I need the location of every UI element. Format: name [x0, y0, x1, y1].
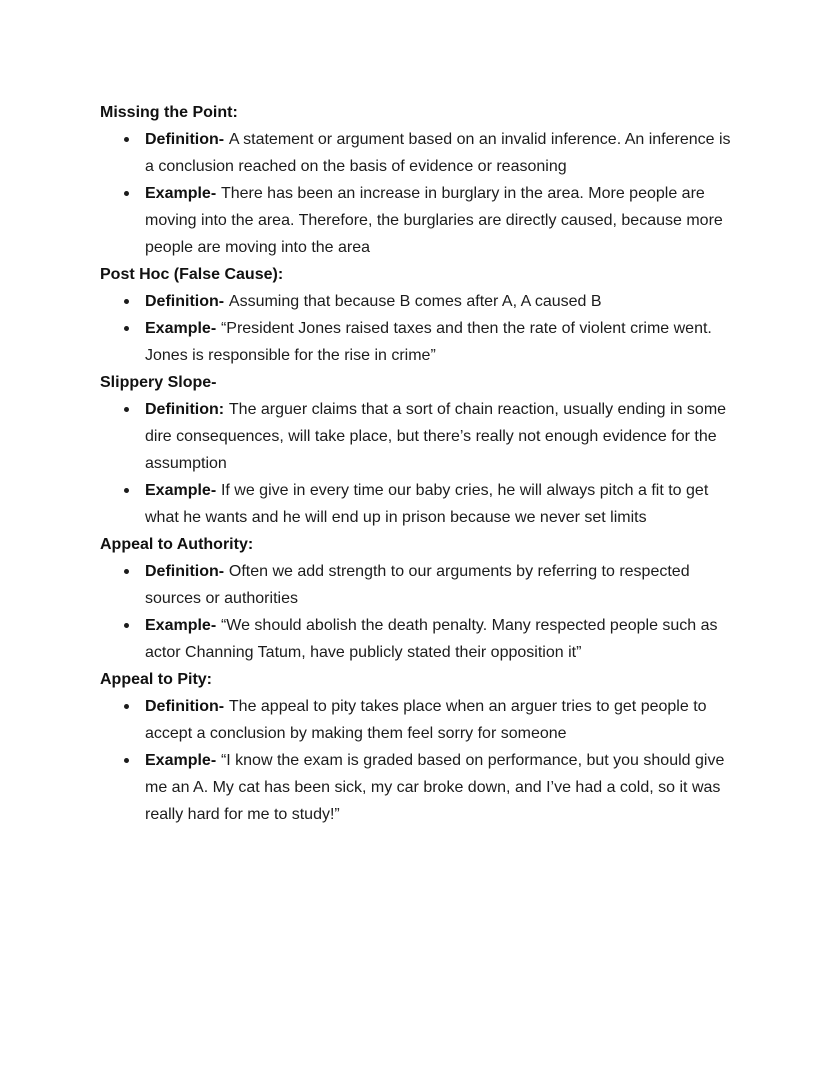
section-slippery-slope: [100, 369, 732, 531]
list-item: [100, 747, 732, 828]
item-text: If we give in every time our baby cries, he will always pitch a fit to get what he wants and he will end up in prison because we never set limits: [145, 482, 709, 526]
list-item: [100, 558, 732, 612]
bullet-icon: [124, 326, 129, 331]
section-heading: Post Hoc (False Cause):: [100, 266, 284, 283]
list-item: [100, 612, 732, 666]
item-text: A statement or argument based on an invalid inference. An inference is a conclusion reached on the basis of evidence or reasoning: [145, 131, 731, 175]
list-item: [100, 693, 732, 747]
section-heading: Slippery Slope-: [100, 374, 217, 391]
section-items: [100, 693, 732, 828]
list-item: [100, 180, 732, 261]
item-text: The arguer claims that a sort of chain reaction, usually ending in some dire consequences, will take place, but there’s really not enough evidence for the assumption: [145, 401, 727, 472]
item-text: “I know the exam is graded based on performance, but you should give me an A. My cat has been sick, my car broke down, and I’ve had a cold, so it was really hard for me to study!”: [145, 752, 725, 823]
list-item: [100, 477, 732, 531]
item-label: Definition:: [145, 401, 225, 418]
bullet-icon: [124, 137, 129, 142]
list-item: [100, 315, 732, 369]
item-text: Often we add strength to our arguments by referring to respected sources or authorities: [145, 563, 690, 607]
bullet-icon: [124, 569, 129, 574]
item-text: The appeal to pity takes place when an arguer tries to get people to accept a conclusion by making them feel sorry for someone: [145, 698, 707, 742]
item-text: Assuming that because B comes after A, A caused B: [228, 293, 602, 310]
item-label: Example-: [145, 617, 217, 634]
section-missing-the-point: [100, 99, 732, 261]
section-heading: Missing the Point:: [100, 104, 238, 121]
bullet-icon: [124, 488, 129, 493]
section-appeal-to-pity: [100, 666, 732, 828]
bullet-icon: [124, 191, 129, 196]
bullet-icon: [124, 704, 129, 709]
section-post-hoc: [100, 261, 732, 369]
bullet-icon: [124, 623, 129, 628]
item-label: Definition-: [145, 563, 225, 580]
list-item: [100, 396, 732, 477]
bullet-icon: [124, 299, 129, 304]
list-item: [100, 288, 732, 315]
section-appeal-to-authority: [100, 531, 732, 666]
item-label: Example-: [145, 752, 217, 769]
item-text: “We should abolish the death penalty. Many respected people such as actor Channing Tatum, have publicly stated their opposition it”: [145, 617, 718, 661]
item-text: There has been an increase in burglary in the area. More people are moving into the area. Therefore, the burglaries are directly caused, because more people are moving into the area: [145, 185, 723, 256]
section-items: [100, 126, 732, 261]
bullet-icon: [124, 407, 129, 412]
bullet-icon: [124, 758, 129, 763]
section-heading: Appeal to Pity:: [100, 671, 213, 688]
item-label: Definition-: [145, 131, 225, 148]
section-items: [100, 288, 732, 369]
section-items: [100, 396, 732, 531]
item-label: Example-: [145, 482, 217, 499]
item-label: Definition-: [145, 698, 225, 715]
list-item: [100, 126, 732, 180]
item-label: Definition-: [145, 293, 225, 310]
item-label: Example-: [145, 320, 217, 337]
item-text: “President Jones raised taxes and then the rate of violent crime went. Jones is responsible for the rise in crime”: [145, 320, 712, 364]
section-heading: Appeal to Authority:: [100, 536, 254, 553]
item-label: Example-: [145, 185, 217, 202]
section-items: [100, 558, 732, 666]
